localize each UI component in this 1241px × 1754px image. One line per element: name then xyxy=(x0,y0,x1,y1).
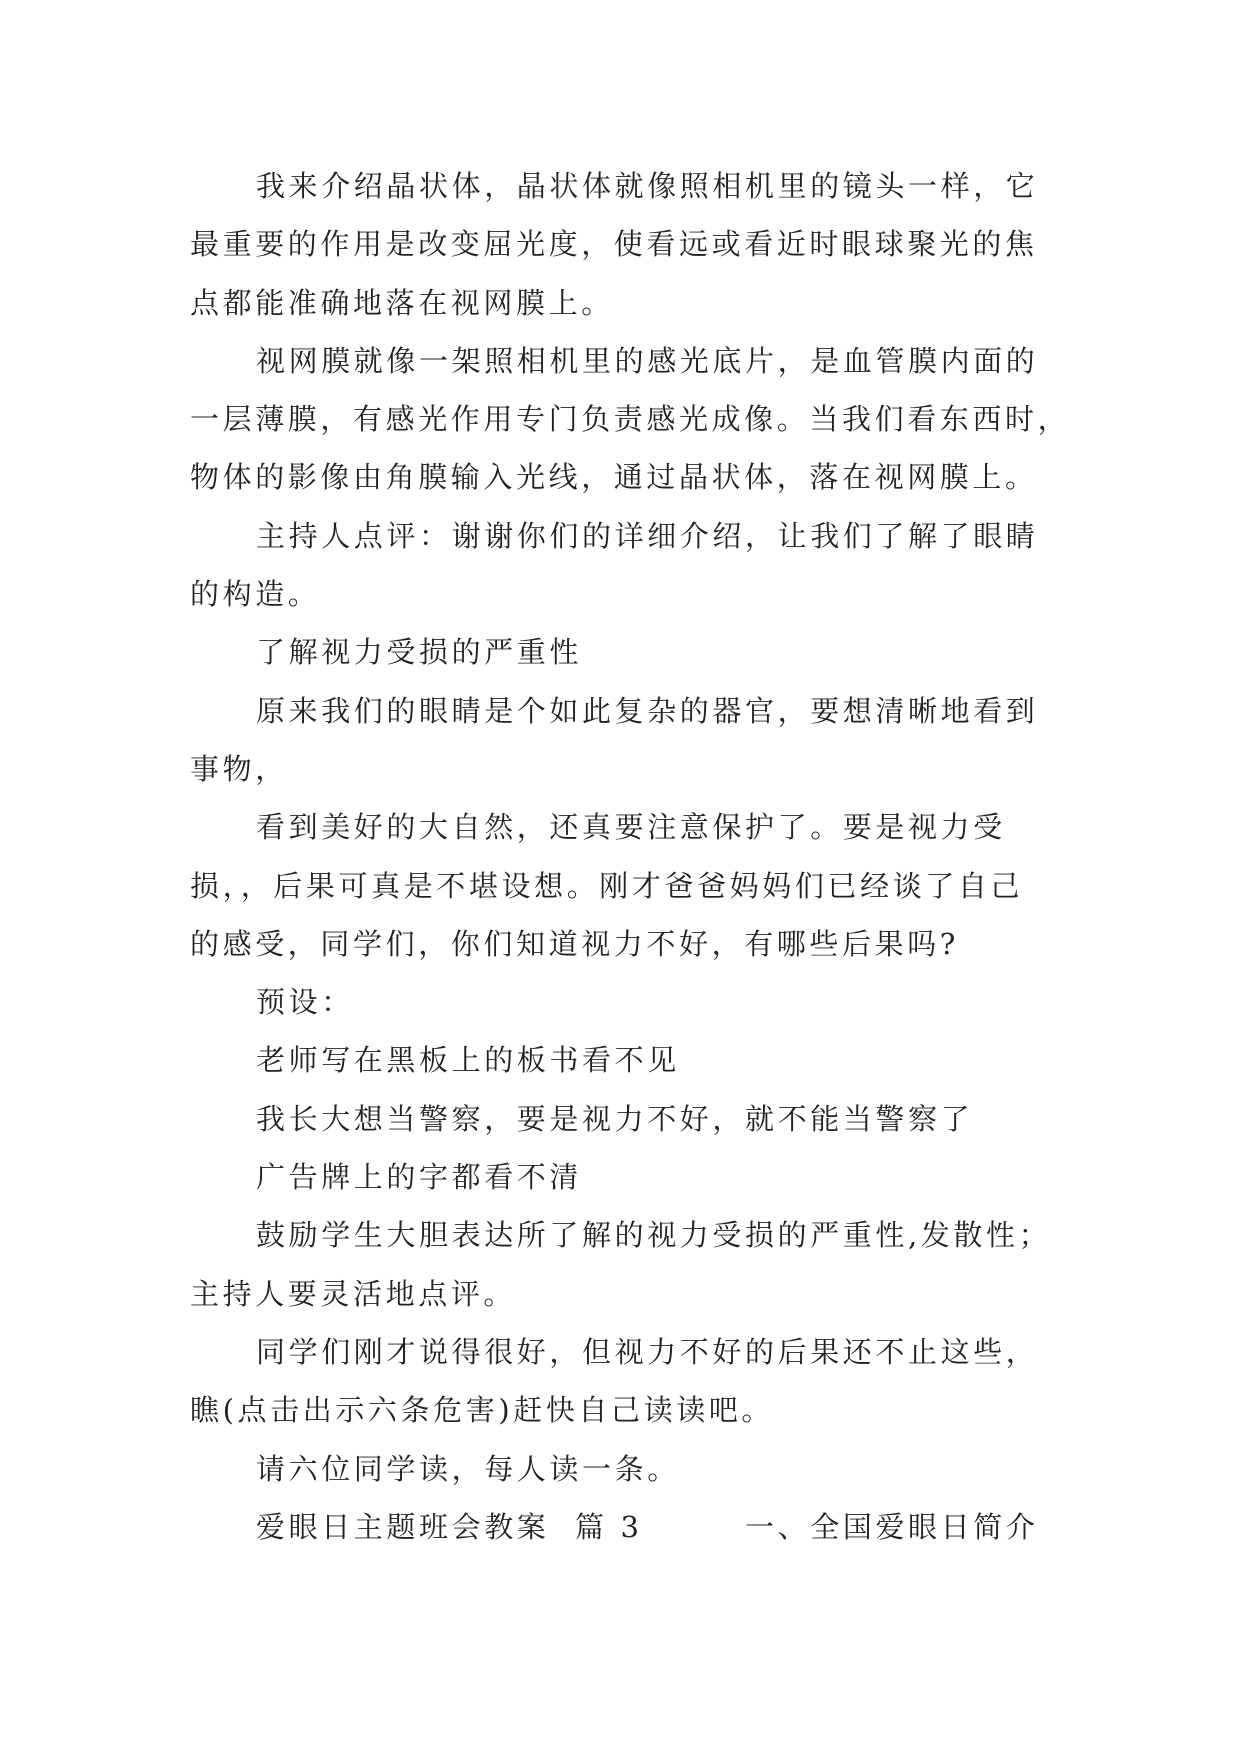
paragraph-line: 的感受，同学们，你们知道视力不好，有哪些后果吗? xyxy=(190,926,959,961)
paragraph-line: 物体的影像由角膜输入光线，通过晶状体，落在视网膜上。 xyxy=(190,460,1038,495)
section-heading: 了解视力受损的严重性 xyxy=(256,635,583,670)
list-item: 广告牌上的字都看不清 xyxy=(256,1160,583,1195)
paragraph-line: 原来我们的眼睛是个如此复杂的器官，要想清晰地看到 xyxy=(256,693,1039,728)
section-heading: 爱眼日主题班会教案 篇 3 一、全国爱眼日简介 xyxy=(256,1509,1039,1544)
paragraph-line: 最重要的作用是改变屈光度，使看远或看近时眼球聚光的焦 xyxy=(190,227,1038,262)
paragraph-line: 看到美好的大自然，还真要注意保护了。要是视力受 xyxy=(256,810,1006,845)
paragraph-line: 请六位同学读，每人读一条。 xyxy=(256,1451,680,1486)
paragraph-line: 瞧(点击出示六条危害)赶快自己读读吧。 xyxy=(190,1393,775,1428)
paragraph-line: 鼓励学生大胆表达所了解的视力受损的严重性,发散性； xyxy=(256,1218,1052,1253)
list-item: 老师写在黑板上的板书看不见 xyxy=(256,1043,680,1078)
paragraph-line: 损，，后果可真是不堪设想。刚才爸爸妈妈们已经谈了自己 xyxy=(190,868,1024,903)
paragraph-line: 主持人要灵活地点评。 xyxy=(190,1276,517,1311)
paragraph-line: 点都能准确地落在视网膜上。 xyxy=(190,285,614,320)
list-item: 我长大想当警察，要是视力不好，就不能当警察了 xyxy=(256,1101,974,1136)
paragraph-line: 同学们刚才说得很好，但视力不好的后果还不止这些， xyxy=(256,1334,1039,1369)
paragraph-line: 视网膜就像一架照相机里的感光底片，是血管膜内面的 xyxy=(256,343,1039,378)
document-body xyxy=(190,157,1190,1556)
paragraph-line: 主持人点评：谢谢你们的详细介绍，让我们了解了眼睛 xyxy=(256,518,1039,553)
paragraph-line: 的构造。 xyxy=(190,577,321,612)
paragraph-line: 事物， xyxy=(190,751,288,786)
paragraph-line: 我来介绍晶状体，晶状体就像照相机里的镜头一样，它 xyxy=(256,169,1039,203)
paragraph-line: 预设： xyxy=(256,985,354,1020)
paragraph-line: 一层薄膜，有感光作用专门负责感光成像。当我们看东西时， xyxy=(190,402,1071,437)
